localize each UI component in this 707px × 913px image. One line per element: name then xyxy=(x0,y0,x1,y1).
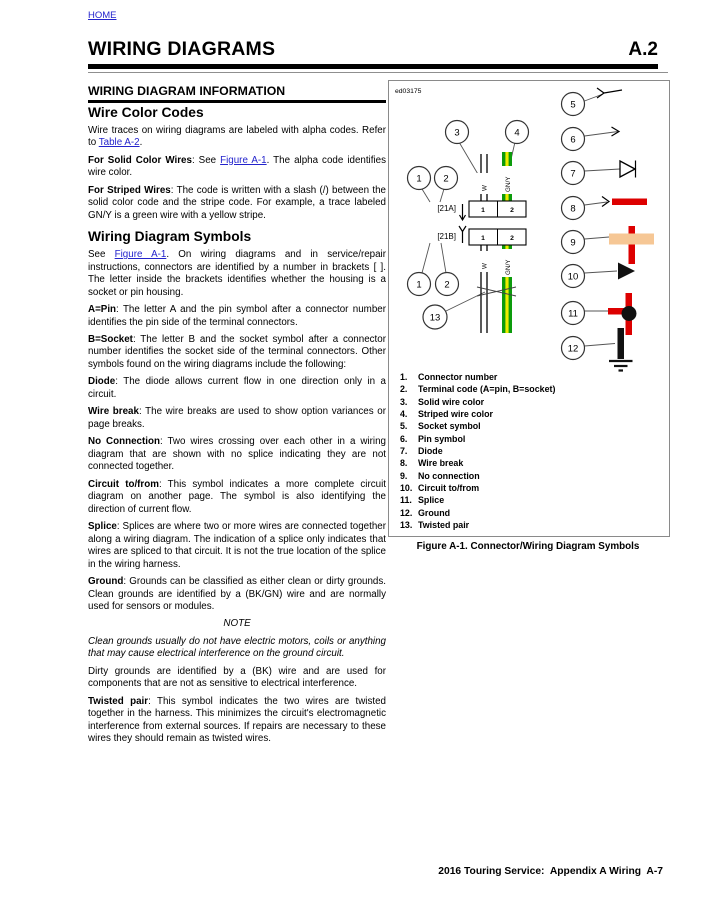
para-dirty-grounds: Dirty grounds are identified by a (BK) wire and are used for components that are not as sensitive to electrical interference. xyxy=(88,665,386,690)
callout-10 xyxy=(562,265,585,288)
wire-label-striped-lower: GN/Y xyxy=(505,259,512,275)
svg-text:6: 6 xyxy=(570,134,576,146)
figure-caption: Figure A-1. Connector/Wiring Diagram Symbols xyxy=(416,541,640,552)
callout-4 xyxy=(506,121,529,144)
subheading-wire-color-codes: Wire Color Codes xyxy=(88,105,204,120)
terminal-number: 2 xyxy=(510,207,514,214)
terminal-number: 1 xyxy=(481,207,485,214)
wire-break-symbol xyxy=(585,197,648,207)
callout-1-upper xyxy=(408,167,431,190)
leader-line xyxy=(441,243,446,273)
callout-6 xyxy=(562,128,585,151)
legend-item: 5. Socket symbol xyxy=(400,421,481,432)
terminal-number: 1 xyxy=(481,235,485,242)
socket-symbol-inline xyxy=(459,226,466,243)
callout-11 xyxy=(562,302,585,325)
para-see-figure: See Figure A-1. On wiring diagrams and in service/repair instructions, connectors are identified by a number in brackets [ ]. The letter inside the brackets identifies whether the housing is a socket or pin housing. xyxy=(88,249,386,298)
legend-item: 12. Ground xyxy=(400,507,451,518)
para-a-pin: A=Pin: The letter A and the pin symbol after a connector number identifies the pin side of the terminal connectors. xyxy=(88,304,386,328)
leader-line xyxy=(422,243,430,273)
pin-symbol xyxy=(585,127,620,136)
para-striped-wires: For Striped Wires: The code is written with a slash (/) between the solid color code and the stripe code. For example, a trace labeled GN/Y is a green wire with a yellow stripe. xyxy=(88,184,386,221)
callout-7 xyxy=(562,162,585,185)
table-a2-link[interactable]: Table A-2 xyxy=(98,137,140,149)
legend-item: 11. Splice xyxy=(400,495,445,506)
wire-label-solid-lower: W xyxy=(481,263,489,269)
connector-label-21b: [21B] xyxy=(437,232,456,241)
section-heading: WIRING DIAGRAM INFORMATION xyxy=(88,84,386,103)
svg-text:3: 3 xyxy=(454,127,460,139)
page-title: WIRING DIAGRAMS xyxy=(88,38,276,60)
para-solid-color-wires: For Solid Color Wires: See Figure A-1. The alpha code identifies wire color. xyxy=(88,154,386,179)
para-twisted-pair: Twisted pair: This symbol indicates the two wires are twisted together in the harness. This minimizes the circuit's electromagnetic interference from external sources. If repairs are necessary to these wires they should remain as twisted wires. xyxy=(88,695,386,745)
legend-item: 4. Striped wire color xyxy=(400,409,493,420)
socket-symbol xyxy=(585,88,623,101)
svg-text:9: 9 xyxy=(570,237,576,249)
figure-a1-link-2[interactable]: Figure A-1 xyxy=(114,249,167,261)
para-diode: Diode: The diode allows current flow in one direction only in a circuit. xyxy=(88,376,386,400)
pin-symbol-inline xyxy=(460,204,466,220)
svg-text:12: 12 xyxy=(567,343,579,355)
page-header xyxy=(88,38,658,61)
legend-item: 1. Connector number xyxy=(400,372,498,382)
diode-symbol xyxy=(585,161,636,178)
figure-a1 xyxy=(388,80,670,537)
header-rule-thick xyxy=(88,64,658,69)
ground-symbol xyxy=(585,328,633,371)
connector-label-21a: [21A] xyxy=(437,204,456,213)
para-b-socket: B=Socket: The letter B and the socket symbol after a connector number identifies the socket side of the terminal connectors. Other symbols found on the wiring diagrams include the following: xyxy=(88,333,386,370)
legend-item: 13. Twisted pair xyxy=(400,520,470,531)
callout-2-lower xyxy=(436,273,459,296)
wire-label-solid: W xyxy=(481,185,489,191)
connector-box-21b xyxy=(469,229,526,245)
para-no-connection: No Connection: Two wires crossing over each other in a wiring diagram that are shown with no splice indicating they are not connected together. xyxy=(88,436,386,473)
leader-line xyxy=(422,189,430,202)
figure-a1-link[interactable]: Figure A-1 xyxy=(220,154,267,166)
callout-13 xyxy=(423,305,447,329)
text-column xyxy=(88,84,386,746)
callout-12 xyxy=(562,337,585,360)
svg-text:2: 2 xyxy=(443,173,449,185)
note-label: NOTE xyxy=(223,618,251,630)
para-wire-break: Wire break: The wire breaks are used to show option variances or page breaks. xyxy=(88,406,386,430)
callout-8 xyxy=(562,197,585,220)
callout-3 xyxy=(446,121,469,144)
callout-2-upper xyxy=(435,167,458,190)
svg-text:4: 4 xyxy=(514,127,520,139)
leader-line xyxy=(440,189,444,202)
no-connection-symbol xyxy=(585,226,655,264)
legend-item: 9. No connection xyxy=(400,470,480,481)
para-circuit-to-from: Circuit to/from: This symbol indicates a more complete circuit diagram on another page. The symbol is also identifying the direction of current flow. xyxy=(88,478,386,515)
svg-text:8: 8 xyxy=(570,203,576,215)
page-footer: 2016 Touring Service: Appendix A Wiring A-7 xyxy=(438,866,663,877)
para-ground: Ground: Grounds can be classified as either clean or dirty grounds. Clean grounds are identified by a (BK/GN) wire and are normally used for sensors or modules. xyxy=(88,575,386,613)
connector-box-21a xyxy=(469,201,526,217)
splice-symbol xyxy=(585,293,637,335)
header-rule-thin xyxy=(88,72,668,73)
svg-text:13: 13 xyxy=(429,312,441,324)
svg-text:7: 7 xyxy=(570,168,576,180)
circuit-to-from-symbol xyxy=(585,263,636,280)
subheading-wiring-diagram-symbols: Wiring Diagram Symbols xyxy=(88,229,252,245)
callout-5 xyxy=(562,93,585,116)
legend-item: 7. Diode xyxy=(400,446,443,457)
svg-text:5: 5 xyxy=(570,99,576,111)
svg-text:1: 1 xyxy=(416,173,422,185)
legend-item: 2. Terminal code (A=pin, B=socket) xyxy=(400,384,556,395)
legend-item: 3. Solid wire color xyxy=(400,396,485,407)
legend-item: 6. Pin symbol xyxy=(400,433,466,444)
svg-text:10: 10 xyxy=(567,271,579,283)
para-clean-grounds-note: Clean grounds usually do not have electric motors, coils or anything that may cause electrical interference on the ground circuit. xyxy=(88,635,386,660)
svg-text:11: 11 xyxy=(568,308,578,320)
para-wire-traces: Wire traces on wiring diagrams are labeled with alpha codes. Refer to Table A-2. xyxy=(88,124,386,149)
legend-item: 8. Wire break xyxy=(400,458,464,469)
terminal-number: 2 xyxy=(510,235,514,242)
legend-item: 10. Circuit to/from xyxy=(400,483,480,494)
page-code: A.2 xyxy=(628,39,658,60)
figure-code: ed03175 xyxy=(395,88,422,95)
svg-text:2: 2 xyxy=(444,279,450,291)
callout-9 xyxy=(562,231,585,254)
home-link[interactable]: HOME xyxy=(88,10,117,21)
svg-text:1: 1 xyxy=(416,279,422,291)
wire-label-striped: GN/Y xyxy=(505,176,512,192)
figure-legend xyxy=(400,371,662,531)
para-splice: Splice: Splices are where two or more wires are connected together along a wiring diagram. The indication of a splice only indicates that wires are spliced to that circuit. It is not the true location of the splice in the wiring harness. xyxy=(88,520,386,570)
callout-1-lower xyxy=(408,273,431,296)
